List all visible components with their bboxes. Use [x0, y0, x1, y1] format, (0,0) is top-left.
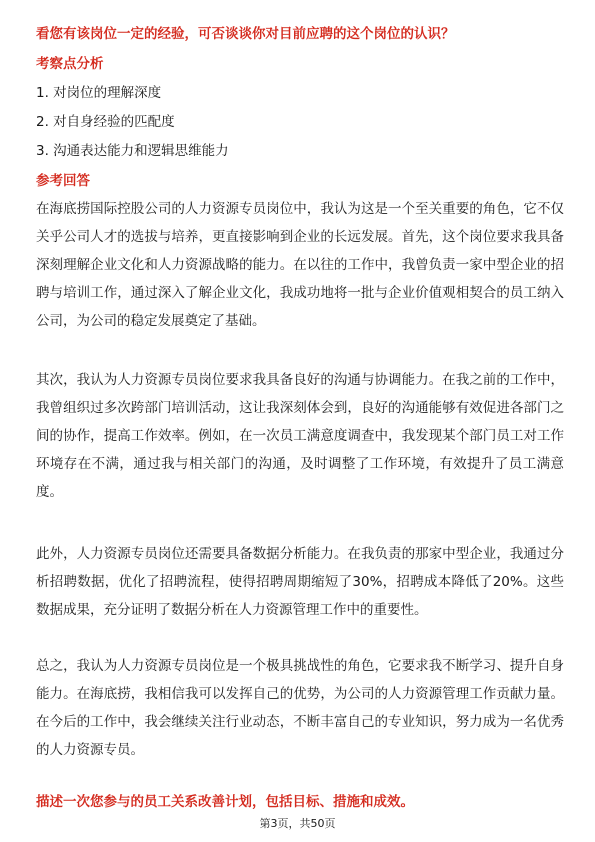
answer-paragraph-1: 在海底捞国际控股公司的人力资源专员岗位中，我认为这是一个至关重要的角色，它不仅关乎公司人才的选拔与培养，更直接影响到企业的长远发展。首先，这个岗位要求我具备深刻理解企业文化和人力资源战略的能力。在以往的工作中，我曾负责一家中型企业的招聘与培训工作，通过深入了解企业文化，我成功地将一批与企业价值观相契合的员工纳入公司，为公司的稳定发展奠定了基础。 [36, 201, 564, 329]
analysis-point-1: 1. 对岗位的理解深度 [36, 85, 162, 101]
analysis-heading: 考察点分析 [36, 56, 104, 72]
answer-paragraph-4: 总之，我认为人力资源专员岗位是一个极具挑战性的角色，它要求我不断学习、提升自身能力。在海底捞，我相信我可以发挥自己的优势，为公司的人力资源管理工作贡献力量。在今后的工作中，我会继续关注行业动态，不断丰富自己的专业知识，努力成为一名优秀的人力资源专员。 [36, 658, 564, 758]
analysis-point-2: 2. 对自身经验的匹配度 [36, 114, 175, 130]
next-question-title: 描述一次您参与的员工关系改善计划，包括目标、措施和成效。 [36, 794, 414, 810]
question-title: 看您有该岗位一定的经验，可否谈谈你对目前应聘的这个岗位的认识？ [36, 26, 455, 42]
analysis-point-3: 3. 沟通表达能力和逻辑思维能力 [36, 143, 229, 159]
page-footer: 第3页，共50页 [259, 817, 336, 830]
answer-paragraph-2: 其次，我认为人力资源专员岗位要求我具备良好的沟通与协调能力。在我之前的工作中，我曾组织过多次跨部门培训活动，这让我深刻体会到，良好的沟通能够有效促进各部门之间的协作，提高工作效率。例如，在一次员工满意度调查中，我发现某个部门员工对工作环境存在不满，通过我与相关部门的沟通，及时调整了工作环境，有效提升了员工满意度。 [36, 372, 564, 500]
answer-paragraph-3: 此外，人力资源专员岗位还需要具备数据分析能力。在我负责的那家中型企业，我通过分析招聘数据，优化了招聘流程，使得招聘周期缩短了30%，招聘成本降低了20%。这些数据成果，充分证明了数据分析在人力资源管理工作中的重要性。 [36, 546, 564, 618]
answer-heading: 参考回答 [36, 173, 90, 189]
